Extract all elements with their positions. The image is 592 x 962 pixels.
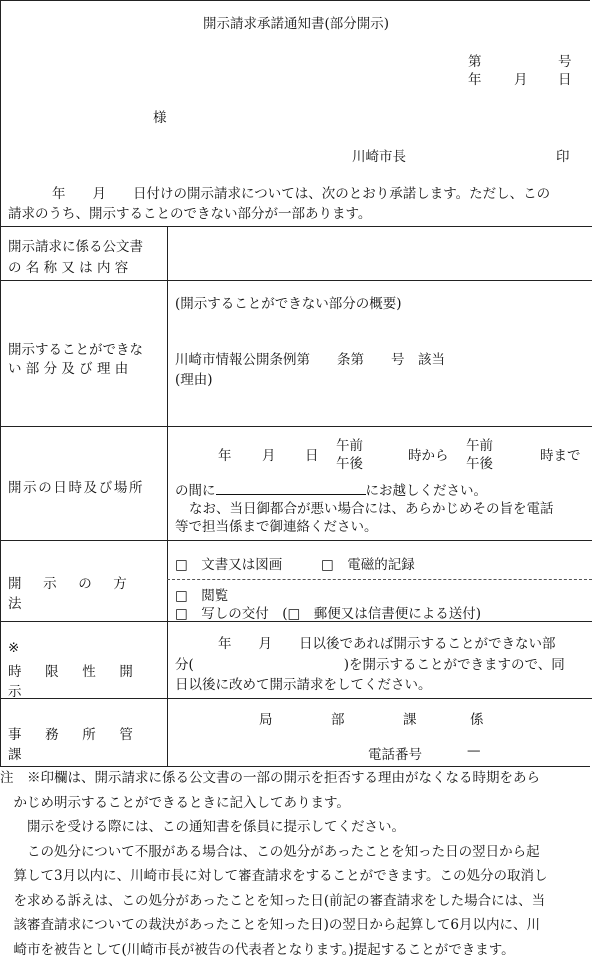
office-kyoku: 局 xyxy=(259,708,273,728)
undisclosed-label-2: い 部 分 及 び 理 由 xyxy=(8,357,158,377)
option-document[interactable]: □ 文書又は図画 xyxy=(175,553,282,573)
method-divider xyxy=(167,579,592,580)
start-gogo: 午後 xyxy=(336,452,363,472)
date-tsuki: 月 xyxy=(514,68,528,88)
sender-name: 川崎市長 xyxy=(352,145,406,165)
place-line xyxy=(175,479,487,499)
note-line: 開示を受ける際には、この通知書を係員に提示してください。 xyxy=(0,815,592,840)
option-copy[interactable]: □ 写しの交付 (□ 郵便又は信書便による送付) xyxy=(175,602,481,622)
column-divider xyxy=(167,226,168,767)
office-label: 事務所管課 xyxy=(8,723,158,763)
note-line: 算して3月以内に、川崎市長に対して審査請求をすることができます。この処分の取消し xyxy=(0,864,592,889)
undisclosed-summary: (開示することができない部分の概要) xyxy=(175,292,402,312)
reason-heading: (理由) xyxy=(175,368,213,388)
time-limited-suffix: )を開示することができますので、同 xyxy=(344,657,565,673)
datetime-tsuki: 月 xyxy=(262,444,276,464)
time-limited-line-1: 年 月 日以後であれば開示することができない部 xyxy=(218,632,556,652)
datetime-nen: 年 xyxy=(218,444,232,464)
method-label: 開示の方法 xyxy=(8,572,158,612)
office-bu: 部 xyxy=(331,708,345,728)
doc-number-dai: 第 xyxy=(468,50,482,70)
note-line: 注 ※印欄は、開示請求に係る公文書の一部の開示を拒否する理由がなくなる時期をあら xyxy=(0,766,592,791)
date-nen: 年 xyxy=(468,68,482,88)
place-prefix: の間に xyxy=(175,483,216,499)
end-gozen: 午前 xyxy=(466,434,493,454)
time-from: 時から xyxy=(408,444,449,464)
document-name-label-2: の 名 称 又 は 内 容 xyxy=(8,256,158,276)
ordinance-reference: 川崎市情報公開条例第 条第 号 該当 xyxy=(175,348,445,368)
time-limited-prefix: 分( xyxy=(175,657,194,673)
place-suffix: にお越しください。 xyxy=(366,483,488,499)
intro-line-2: 請求のうち、開示することのできない部分が一部あります。 xyxy=(8,202,371,222)
phone-dash: — xyxy=(467,743,481,759)
place-blank xyxy=(216,482,366,495)
document-title: 開示請求承諾通知書(部分開示) xyxy=(0,12,592,32)
note-line: かじめ明示することができるときに記入してあります。 xyxy=(0,791,592,816)
time-limited-label: 時限性開示 xyxy=(8,660,158,700)
seal-mark: 印 xyxy=(556,145,570,165)
office-ka: 課 xyxy=(403,708,417,728)
undisclosed-label-1: 開示することができな xyxy=(8,338,158,358)
date-hi: 日 xyxy=(558,68,572,88)
end-gogo: 午後 xyxy=(466,452,493,472)
contact-notice-2: 等で担当係まで御連絡ください。 xyxy=(175,515,378,535)
time-until: 時まで xyxy=(540,444,581,464)
option-electronic[interactable]: □ 電磁的記録 xyxy=(321,553,415,573)
document-name-label-1: 開示請求に係る公文書 xyxy=(8,235,158,255)
note-line: を求める訴えは、この処分があったことを知った日(前記の審査請求をした場合には、当 xyxy=(0,889,592,914)
note-line: 該審査請求についての裁決があったことを知った日)の翌日から起算して6月以内に、川 xyxy=(0,913,592,938)
time-limited-line-3: 日以後に改めて開示請求をしてください。 xyxy=(175,673,432,693)
phone-label: 電話番号 xyxy=(368,743,422,763)
start-gozen: 午前 xyxy=(336,434,363,454)
row-divider-1 xyxy=(0,280,592,281)
row-divider-2 xyxy=(0,426,592,427)
addressee-suffix: 様 xyxy=(153,106,167,126)
row-divider-3 xyxy=(0,540,592,541)
table-top-border xyxy=(0,226,592,227)
note-line: この処分について不服がある場合は、この処分があったことを知った日の翌日から起 xyxy=(0,840,592,865)
option-viewing[interactable]: □ 閲覧 xyxy=(175,584,228,604)
intro-line-1: 年 月 日付けの開示請求については、次のとおり承諾します。ただし、この xyxy=(52,182,550,202)
note-line: 崎市を被告として(川崎市長が被告の代表者となります。)提起することができます。 xyxy=(0,938,592,962)
contact-notice-1: なお、当日御都合が悪い場合には、あらかじめその旨を電話 xyxy=(189,497,554,517)
notes-block xyxy=(0,766,592,962)
datetime-hi: 日 xyxy=(305,444,319,464)
doc-number-go: 号 xyxy=(558,50,572,70)
office-kakari: 係 xyxy=(470,708,484,728)
datetime-label: 開示の日時及び場所 xyxy=(8,476,158,496)
note-mark: ※ xyxy=(8,640,19,656)
time-limited-line-2 xyxy=(175,653,565,673)
